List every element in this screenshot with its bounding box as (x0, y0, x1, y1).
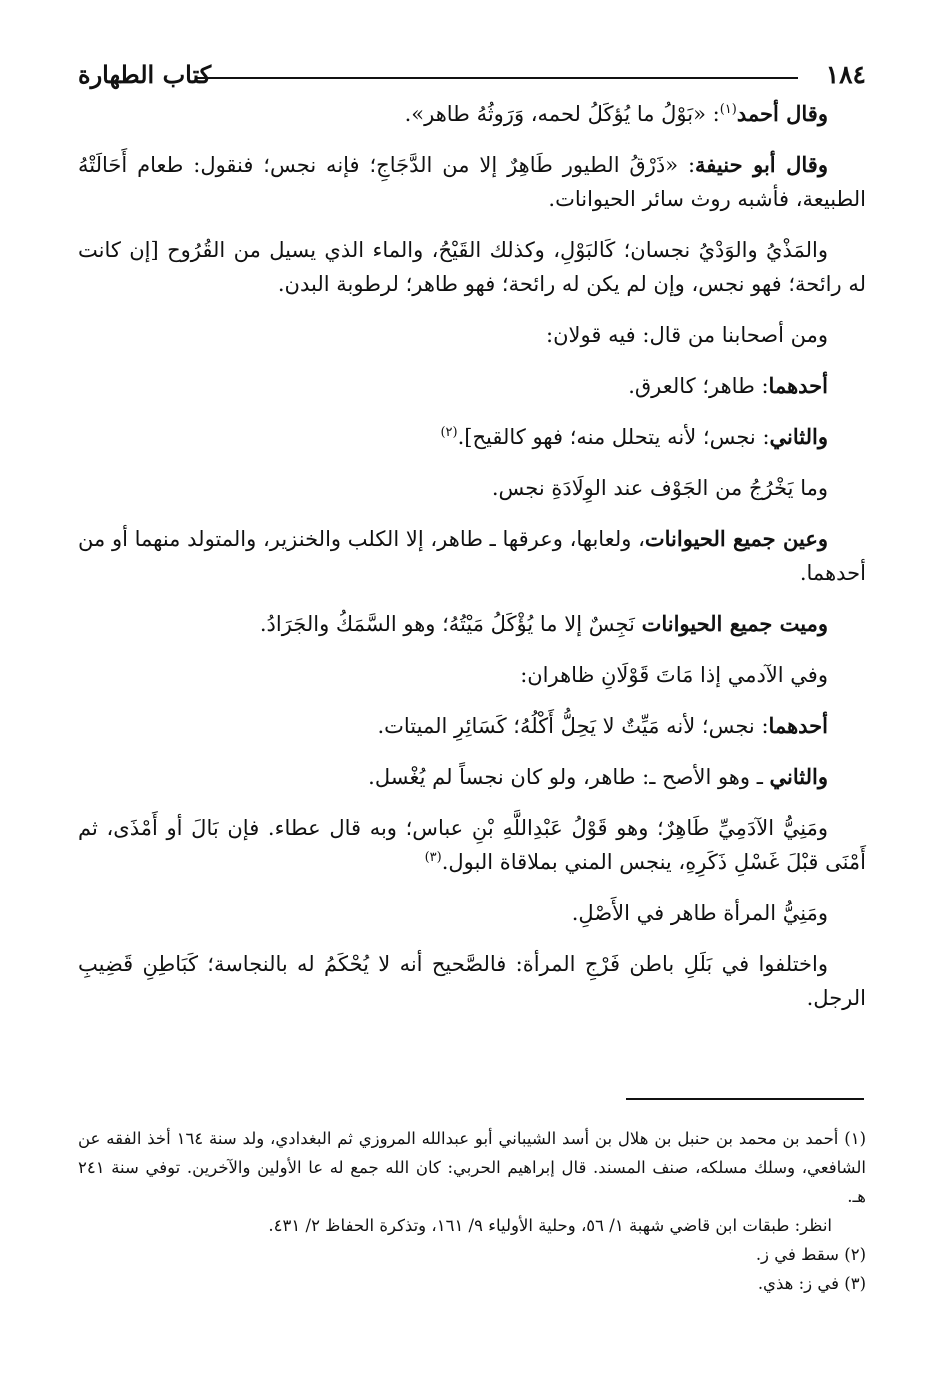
paragraph (78, 760, 866, 794)
paragraph-lead: وميت جميع الحيوانات (641, 611, 828, 636)
running-title: كتاب الطهارة (78, 60, 212, 89)
footnotes (78, 1124, 866, 1298)
paragraph-text: : طاهر؛ كالعرق. (628, 374, 769, 398)
paragraph (78, 709, 866, 743)
paragraph-lead: وقال أحمد (736, 101, 828, 126)
paragraph (78, 318, 866, 352)
paragraph (78, 420, 866, 454)
footnote (78, 1269, 866, 1298)
footnote-text: انظر: طبقات ابن قاضي شهبة ١/ ٥٦، وحلية الأولياء ٩/ ١٦١، وتذكرة الحفاظ ٢/ ٤٣١. (268, 1216, 832, 1235)
footnote-reference: (١) (719, 102, 737, 117)
paragraph (78, 471, 866, 505)
paragraph-lead: أحدهما (768, 373, 828, 398)
paragraph (78, 811, 866, 879)
page-header (78, 58, 866, 92)
footnote-number: (٣) (844, 1274, 866, 1293)
footnote-reference: (٢) (440, 425, 458, 440)
paragraph-text: نَجِسٌ إلا ما يُؤْكَلُ مَيْتُهُ؛ وهو السَّمَكُ والجَرَادُ. (259, 612, 642, 636)
paragraph-lead: أحدهما (768, 713, 828, 738)
footnote-reference: (٣) (424, 850, 442, 865)
paragraph-text: ومَنِيُّ المرأة طاهر في الأَصْلِ. (571, 901, 828, 925)
footnote (78, 1240, 866, 1269)
footnote-number: (٢) (844, 1245, 866, 1264)
paragraph-text: ـ وهو الأصح ـ: طاهر، ولو كان نجساً لم يُغْسل. (368, 765, 770, 789)
paragraph (78, 233, 866, 301)
paragraph-lead: وعين جميع الحيوانات (644, 526, 829, 551)
footnote (78, 1124, 866, 1211)
header-rule (196, 77, 798, 79)
paragraph (78, 947, 866, 1015)
footnote-text: في ز: هذي. (757, 1274, 839, 1293)
paragraph-text: واختلفوا في بَلَلِ باطن فَرْجِ المرأة: فالصَّحيح أنه لا يُحْكَمُ له بالنجاسة؛ كَبَاطِنِ قَضِيبِ الرجل. (78, 952, 866, 1010)
paragraph-text: : «ذَرْقُ الطيور طَاهِرٌ إلا من الدَّجَاجِ؛ فإنه نجس؛ فنقول: طعام أَحَالَتْهُ الطبيعة، فأشبه روث سائر الحيوانات. (78, 153, 866, 211)
paragraph-text: ، ولعابها، وعرقها ـ طاهر، إلا الكلب والخنزير، والمتولد منهما أو من أحدهما. (78, 527, 866, 585)
footnote-separator (626, 1098, 864, 1100)
paragraph (78, 896, 866, 930)
main-text (78, 97, 866, 1032)
paragraph (78, 607, 866, 641)
paragraph-lead: وقال أبو حنيفة (695, 152, 828, 177)
footnote-text: سقط في ز. (755, 1245, 839, 1264)
footnote-number: (١) (844, 1129, 866, 1148)
paragraph (78, 148, 866, 216)
paragraph (78, 522, 866, 590)
paragraph-text: : نجس؛ لأنه يتحلل منه؛ فهو كالقيح]. (457, 425, 770, 449)
paragraph-text: وما يَخْرُجُ من الجَوْف عند الوِلَادَةِ نجس. (491, 476, 828, 500)
footnote (78, 1211, 866, 1240)
paragraph-text: ومَنِيُّ الآدَمِيِّ طَاهِرٌ؛ وهو قَوْلُ عَبْدِاللَّهِ بْنِ عباس؛ وبه قال عطاء. فإن بَالَ أو أَمْذَى، ثم أَمْنَى قبْلَ غَسْلِ ذَكَرِهِ، ينجس المني بملاقاة البول. (78, 816, 866, 874)
paragraph-text: : نجس؛ لأنه مَيِّتٌ لا يَحِلُّ أَكْلُهُ؛ كَسَائِرِ الميتات. (377, 714, 769, 738)
paragraph-text: والمَذْيُ والوَدْيُ نجسان؛ كَالبَوْلِ، وكذلك القَيْحُ، والماء الذي يسيل من القُرُوح [إن كانت له رائحة؛ فهو نجس، وإن لم يكن له رائحة؛ فهو طاهر؛ لرطوبة البدن. (78, 238, 866, 296)
paragraph-text: : «بَوْلُ ما يُؤكَلُ لحمه، وَرَوثُهُ طاهر». (404, 102, 720, 126)
paragraph (78, 369, 866, 403)
paragraph-text: وفي الآدمي إذا مَاتَ قَوْلَانِ ظاهران: (520, 663, 828, 687)
paragraph (78, 658, 866, 692)
page-number: ١٨٤ (825, 60, 866, 89)
paragraph (78, 97, 866, 131)
paragraph-lead: والثاني (769, 764, 828, 789)
footnote-text: أحمد بن محمد بن حنبل بن هلال بن أسد الشيباني أبو عبدالله المروزي ثم البغدادي، ولد سنة ١٦٤ أخذ الفقه عن الشافعي، وسلك مسلكه، صنف المسند. قال إبراهيم الحربي: كان الله جمع له عا الأولين والآخرين. توفي سنة ٢٤١ هـ. (78, 1129, 866, 1206)
paragraph-lead: والثاني (769, 424, 828, 449)
paragraph-text: ومن أصحابنا من قال: فيه قولان: (546, 323, 828, 347)
